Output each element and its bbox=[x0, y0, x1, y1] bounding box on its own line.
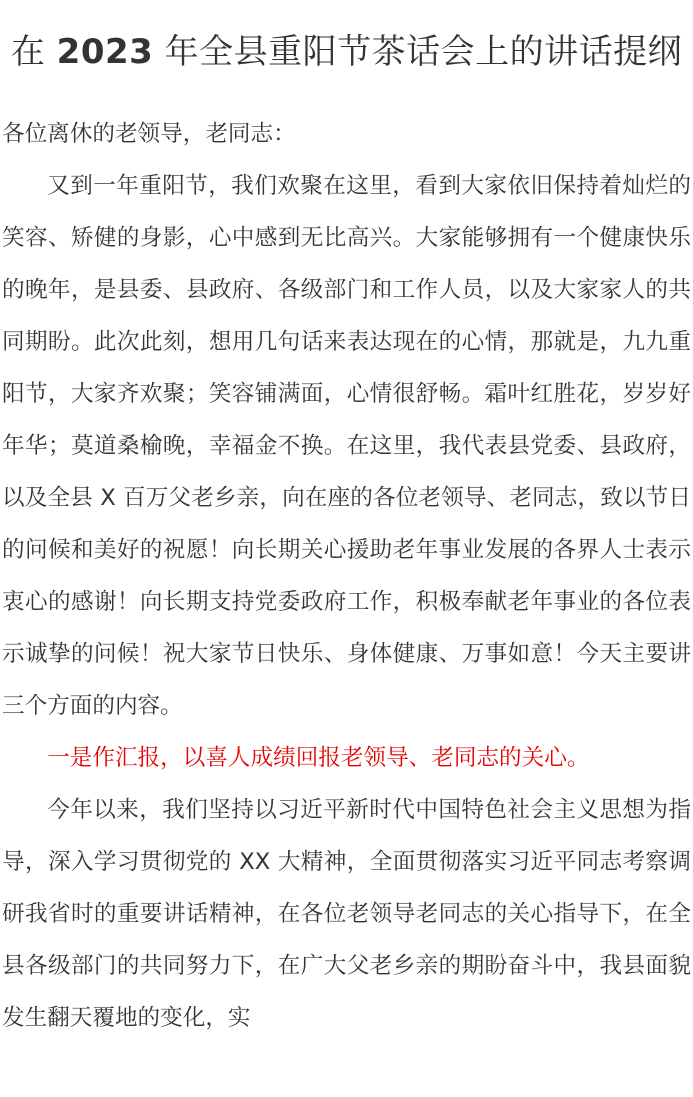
document-body bbox=[2, 108, 691, 1044]
title-suffix: 年全县重阳节茶话会上的讲话提纲 bbox=[164, 32, 683, 72]
section-heading-one: 一是作汇报，以喜人成绩回报老领导、老同志的关心。 bbox=[47, 745, 590, 771]
paragraph-report: 今年以来，我们坚持以习近平新时代中国特色社会主义思想为指导，深入学习贯彻党的 XX 大精神，全面贯彻落实习近平同志考察调研我省时的重要讲话精神，在各位老领导老同志的关心指导下，在全县各级部门的共同努力下，在广大父老乡亲的期盼奋斗中，我县面貌发生翻天覆地的变化，实 bbox=[2, 797, 691, 1031]
document-title bbox=[2, 0, 691, 74]
greeting-line: 各位离休的老领导，老同志： bbox=[2, 121, 296, 147]
title-year: 2023 bbox=[56, 32, 154, 72]
title-prefix: 在 bbox=[10, 32, 46, 72]
paragraph-opening: 又到一年重阳节，我们欢聚在这里，看到大家依旧保持着灿烂的笑容、矫健的身影，心中感到无比高兴。大家能够拥有一个健康快乐的晚年，是县委、县政府、各级部门和工作人员，以及大家家人的共同期盼。此次此刻，想用几句话来表达现在的心情，那就是，九九重阳节，大家齐欢聚；笑容铺满面，心情很舒畅。霜叶红胜花，岁岁好年华；莫道桑榆晚，幸福金不换。在这里，我代表县党委、县政府，以及全县 X 百万父老乡亲，向在座的各位老领导、老同志，致以节日的问候和美好的祝愿！向长期关心援助老年事业发展的各界人士表示衷心的感谢！向长期支持党委政府工作，积极奉献老年事业的各位表示诚挚的问候！祝大家节日快乐、身体健康、万事如意！今天主要讲三个方面的内容。 bbox=[2, 173, 691, 719]
